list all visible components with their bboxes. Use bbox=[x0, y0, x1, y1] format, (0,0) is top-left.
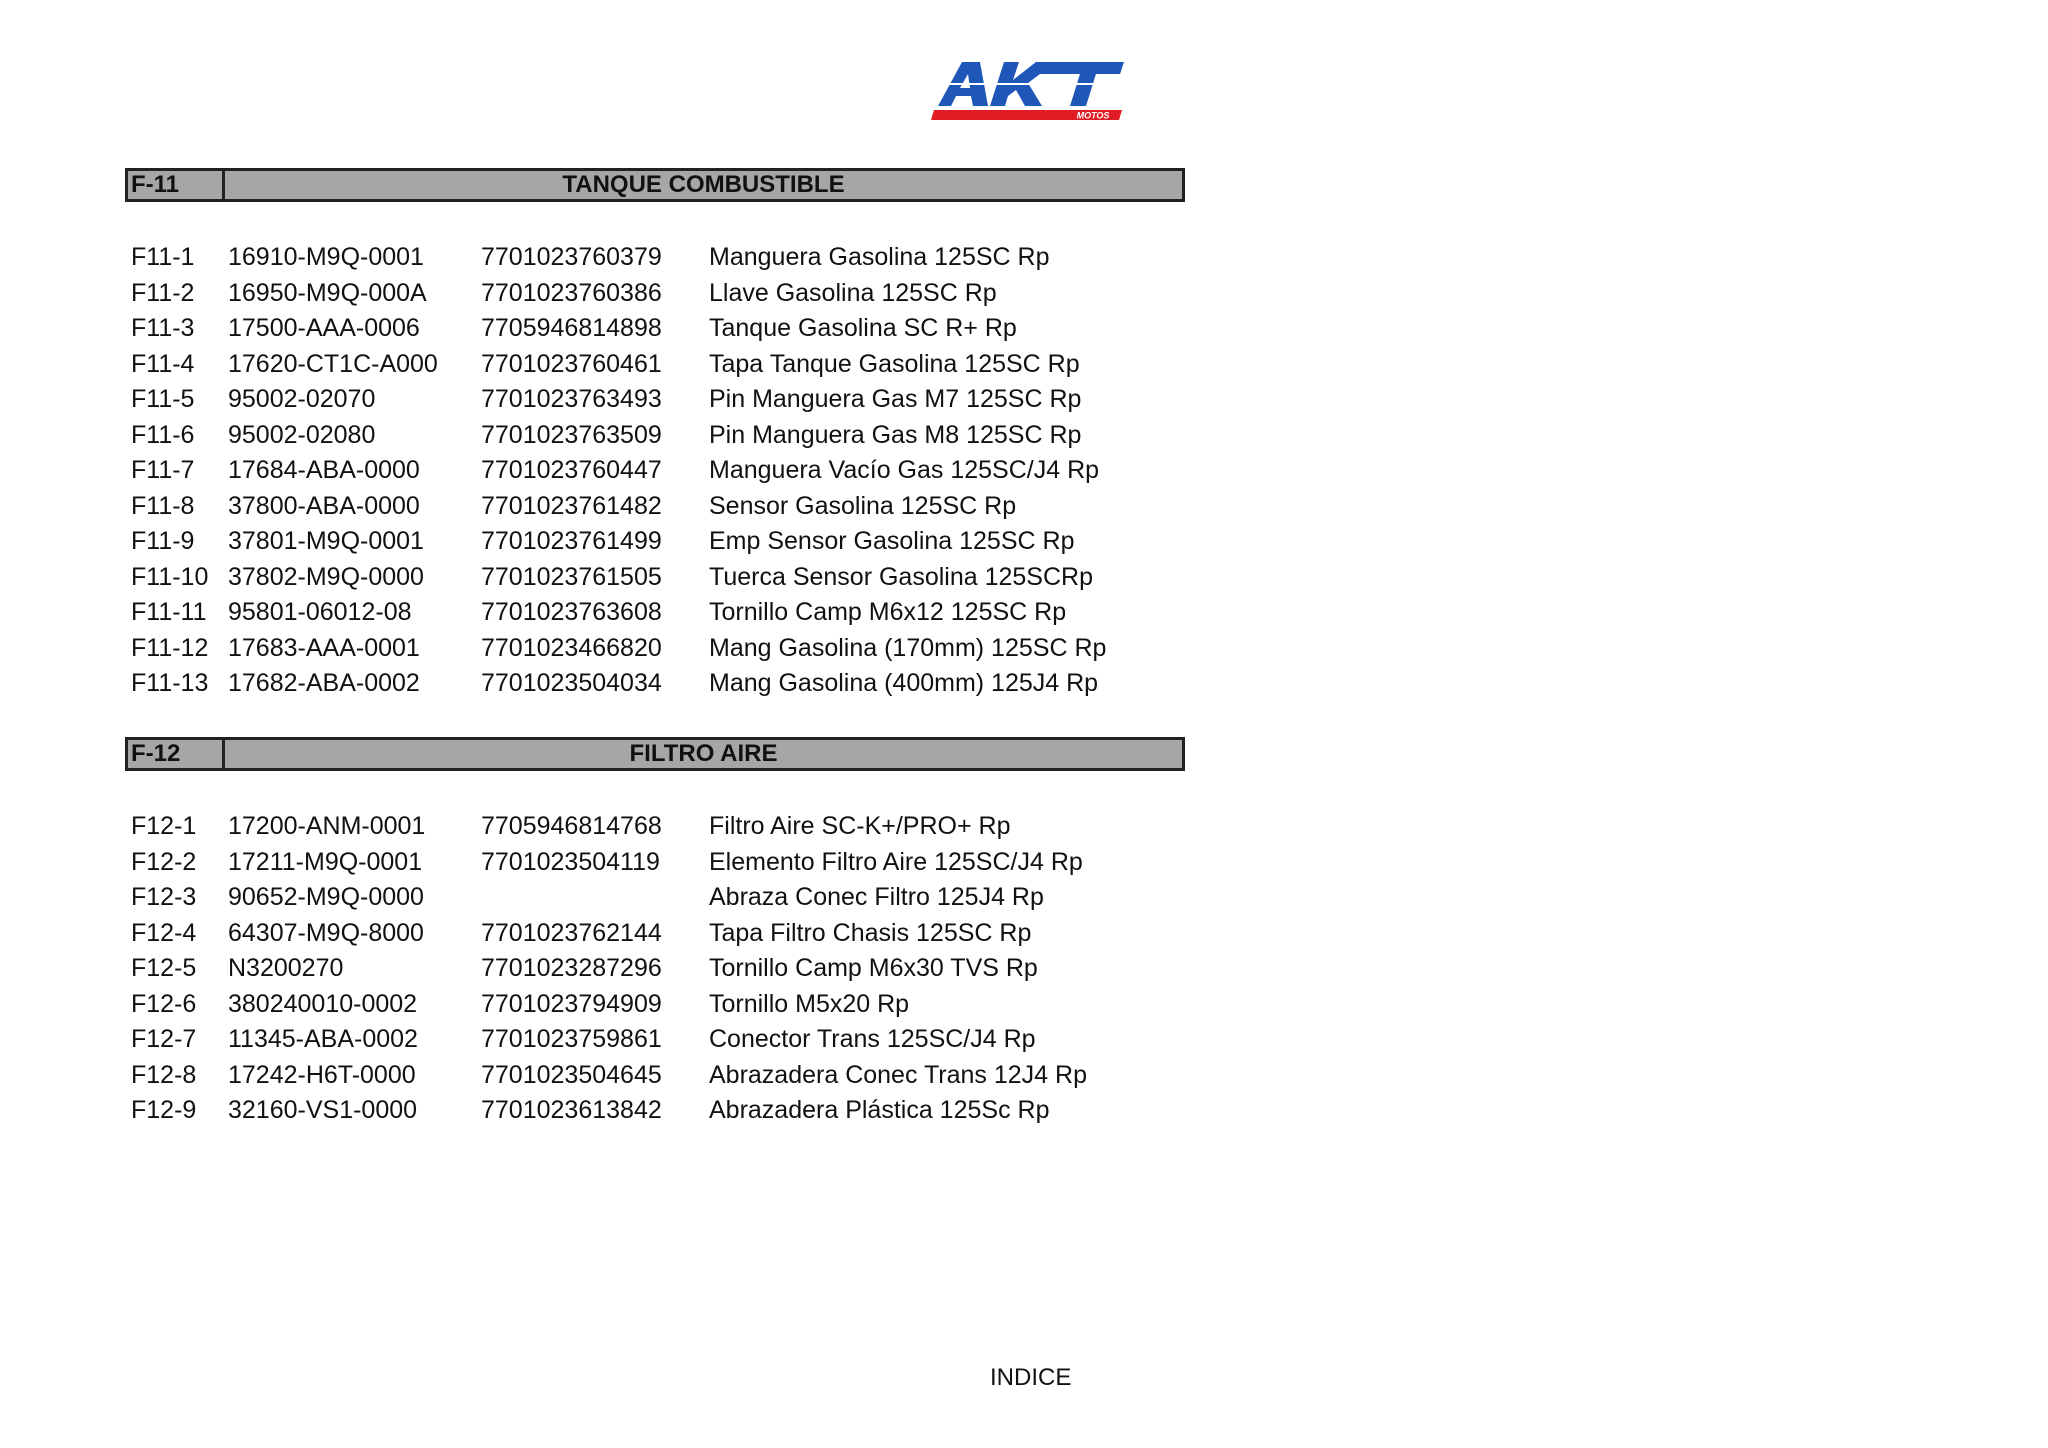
table-row bbox=[125, 595, 1185, 631]
table-row bbox=[125, 951, 1185, 987]
part-reference: 32160-VS1-0000 bbox=[228, 1096, 418, 1125]
part-description: Abrazadera Plástica 125Sc Rp bbox=[709, 1096, 1050, 1125]
part-position: F11-2 bbox=[131, 278, 195, 307]
part-barcode: 7701023287296 bbox=[481, 954, 662, 983]
table-row bbox=[125, 347, 1185, 383]
table-row bbox=[125, 1058, 1185, 1094]
part-description: Elemento Filtro Aire 125SC/J4 Rp bbox=[709, 847, 1083, 876]
table-row bbox=[125, 382, 1185, 418]
part-position: F12-2 bbox=[131, 847, 197, 876]
part-description: Tapa Tanque Gasolina 125SC Rp bbox=[709, 349, 1080, 378]
part-position: F11-12 bbox=[131, 633, 209, 662]
part-reference: 17200-ANM-0001 bbox=[228, 812, 426, 841]
part-barcode: 7705946814768 bbox=[481, 812, 662, 841]
part-barcode: 7701023504119 bbox=[481, 847, 660, 876]
section-code: F-11 bbox=[128, 171, 225, 199]
table-row bbox=[125, 276, 1185, 312]
table-row bbox=[125, 880, 1185, 916]
part-reference: 64307-M9Q-8000 bbox=[228, 918, 424, 947]
part-barcode: 7701023761505 bbox=[481, 562, 662, 591]
part-position: F11-3 bbox=[131, 314, 195, 343]
part-barcode: 7701023760447 bbox=[481, 456, 662, 485]
part-position: F12-6 bbox=[131, 989, 197, 1018]
part-position: F11-4 bbox=[131, 349, 195, 378]
part-description: Tornillo Camp M6x12 125SC Rp bbox=[709, 598, 1067, 627]
part-description: Tuerca Sensor Gasolina 125SCRp bbox=[709, 562, 1093, 591]
parts-list bbox=[125, 809, 1185, 1129]
table-row bbox=[125, 1022, 1185, 1058]
section-filtro-aire bbox=[125, 737, 1185, 1129]
part-reference: 17500-AAA-0006 bbox=[228, 314, 420, 343]
part-barcode: 7701023466820 bbox=[481, 633, 662, 662]
parts-list bbox=[125, 240, 1185, 702]
part-reference: 17211-M9Q-0001 bbox=[228, 847, 423, 876]
part-description: Mang Gasolina (170mm) 125SC Rp bbox=[709, 633, 1107, 662]
part-barcode: 7701023760386 bbox=[481, 278, 662, 307]
table-row bbox=[125, 240, 1185, 276]
part-position: F11-6 bbox=[131, 420, 195, 449]
part-barcode: 7705946814898 bbox=[481, 314, 662, 343]
part-description: Llave Gasolina 125SC Rp bbox=[709, 278, 997, 307]
part-reference: 17683-AAA-0001 bbox=[228, 633, 420, 662]
part-reference: 17682-ABA-0002 bbox=[228, 669, 420, 698]
part-barcode: 7701023761482 bbox=[481, 491, 662, 520]
section-title: TANQUE COMBUSTIBLE bbox=[562, 171, 845, 198]
part-description: Pin Manguera Gas M8 125SC Rp bbox=[709, 420, 1082, 449]
part-position: F12-7 bbox=[131, 1025, 197, 1054]
part-barcode: 7701023760461 bbox=[481, 349, 662, 378]
part-description: Abraza Conec Filtro 125J4 Rp bbox=[709, 883, 1044, 912]
part-description: Abrazadera Conec Trans 12J4 Rp bbox=[709, 1060, 1087, 1089]
part-barcode: 7701023762144 bbox=[481, 918, 662, 947]
part-position: F11-1 bbox=[131, 243, 195, 272]
part-barcode: 7701023504645 bbox=[481, 1060, 662, 1089]
part-position: F11-9 bbox=[131, 527, 195, 556]
part-barcode: 7701023761499 bbox=[481, 527, 662, 556]
part-description: Sensor Gasolina 125SC Rp bbox=[709, 491, 1017, 520]
section-header bbox=[125, 168, 1185, 202]
table-row bbox=[125, 666, 1185, 702]
part-position: F12-9 bbox=[131, 1096, 197, 1125]
section-code: F-12 bbox=[128, 740, 225, 768]
part-description: Manguera Vacío Gas 125SC/J4 Rp bbox=[709, 456, 1100, 485]
part-description: Tornillo M5x20 Rp bbox=[709, 989, 910, 1018]
part-reference: 17242-H6T-0000 bbox=[228, 1060, 416, 1089]
section-header bbox=[125, 737, 1185, 771]
part-description: Filtro Aire SC-K+/PRO+ Rp bbox=[709, 812, 1011, 841]
part-reference: 380240010-0002 bbox=[228, 989, 418, 1018]
part-barcode: 7701023760379 bbox=[481, 243, 662, 272]
part-description: Tapa Filtro Chasis 125SC Rp bbox=[709, 918, 1032, 947]
table-row bbox=[125, 453, 1185, 489]
part-position: F11-10 bbox=[131, 562, 209, 591]
table-row bbox=[125, 845, 1185, 881]
table-row bbox=[125, 809, 1185, 845]
part-barcode: 7701023504034 bbox=[481, 669, 662, 698]
table-row bbox=[125, 418, 1185, 454]
part-reference: 17620-CT1C-A000 bbox=[228, 349, 438, 378]
part-barcode: 7701023759861 bbox=[481, 1025, 662, 1054]
table-row bbox=[125, 489, 1185, 525]
part-description: Pin Manguera Gas M7 125SC Rp bbox=[709, 385, 1082, 414]
table-row bbox=[125, 916, 1185, 952]
part-position: F11-5 bbox=[131, 385, 195, 414]
part-reference: 16950-M9Q-000A bbox=[228, 278, 427, 307]
part-reference: 95801-06012-08 bbox=[228, 598, 412, 627]
part-reference: 37800-ABA-0000 bbox=[228, 491, 420, 520]
part-position: F12-4 bbox=[131, 918, 197, 947]
part-position: F11-13 bbox=[131, 669, 209, 698]
part-barcode: 7701023763608 bbox=[481, 598, 662, 627]
akt-motos-logo bbox=[928, 54, 1128, 124]
part-barcode: 7701023763509 bbox=[481, 420, 662, 449]
table-row bbox=[125, 1093, 1185, 1129]
part-reference: 37801-M9Q-0001 bbox=[228, 527, 424, 556]
part-description: Manguera Gasolina 125SC Rp bbox=[709, 243, 1050, 272]
part-description: Emp Sensor Gasolina 125SC Rp bbox=[709, 527, 1075, 556]
part-description: Mang Gasolina (400mm) 125J4 Rp bbox=[709, 669, 1099, 698]
part-position: F12-5 bbox=[131, 954, 197, 983]
table-row bbox=[125, 987, 1185, 1023]
logo-subtext: MOTOS bbox=[1076, 110, 1110, 121]
part-reference: 90652-M9Q-0000 bbox=[228, 883, 424, 912]
part-barcode: 7701023613842 bbox=[481, 1096, 662, 1125]
indice-link[interactable]: INDICE bbox=[990, 1364, 1072, 1391]
part-position: F11-8 bbox=[131, 491, 195, 520]
part-position: F12-8 bbox=[131, 1060, 197, 1089]
part-reference: 11345-ABA-0002 bbox=[228, 1025, 418, 1054]
section-title: FILTRO AIRE bbox=[629, 740, 778, 767]
part-reference: 17684-ABA-0000 bbox=[228, 456, 420, 485]
part-reference: 95002-02080 bbox=[228, 420, 376, 449]
part-reference: 95002-02070 bbox=[228, 385, 376, 414]
part-position: F11-11 bbox=[131, 598, 207, 627]
table-row bbox=[125, 631, 1185, 667]
part-position: F12-3 bbox=[131, 883, 197, 912]
table-row bbox=[125, 524, 1185, 560]
part-position: F12-1 bbox=[131, 812, 197, 841]
part-reference: 37802-M9Q-0000 bbox=[228, 562, 424, 591]
table-row bbox=[125, 560, 1185, 596]
part-description: Tornillo Camp M6x30 TVS Rp bbox=[709, 954, 1038, 983]
part-barcode: 7701023794909 bbox=[481, 989, 662, 1018]
section-tanque-combustible bbox=[125, 168, 1185, 702]
part-reference: N3200270 bbox=[228, 954, 344, 983]
part-position: F11-7 bbox=[131, 456, 195, 485]
part-reference: 16910-M9Q-0001 bbox=[228, 243, 424, 272]
logo-letters bbox=[938, 62, 1124, 106]
table-row bbox=[125, 311, 1185, 347]
akt-logo-mark bbox=[928, 54, 1128, 124]
part-barcode: 7701023763493 bbox=[481, 385, 662, 414]
part-description: Conector Trans 125SC/J4 Rp bbox=[709, 1025, 1036, 1054]
part-description: Tanque Gasolina SC R+ Rp bbox=[709, 314, 1017, 343]
